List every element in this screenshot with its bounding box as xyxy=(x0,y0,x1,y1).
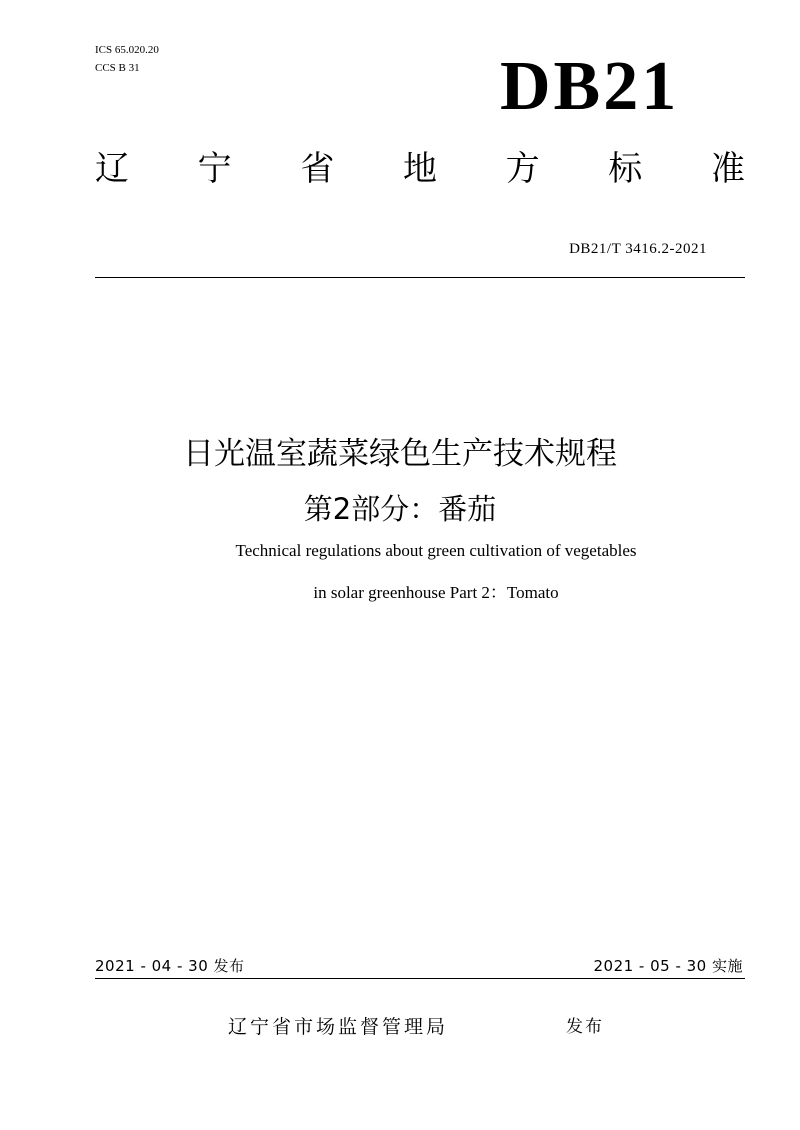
document-subtitle: 第2部分：番茄 xyxy=(303,492,497,526)
standard-type-char: 地 xyxy=(402,149,437,189)
footer-divider xyxy=(95,978,745,979)
publish-date: 2021 - 04 - 30 发布 xyxy=(95,957,245,975)
standard-type-heading xyxy=(95,148,745,190)
classification-codes xyxy=(95,41,159,77)
standard-logo: DB21 xyxy=(500,48,680,125)
implement-date: 2021 - 05 - 30 实施 xyxy=(593,957,743,975)
standard-type-char: 宁 xyxy=(197,149,232,189)
header-divider xyxy=(95,277,745,278)
ccs-code: CCS B 31 xyxy=(95,62,140,74)
standard-number: DB21/T 3416.2-2021 xyxy=(569,241,707,257)
issued-label: 发布 xyxy=(566,1017,604,1037)
standard-type-char: 标 xyxy=(608,149,643,189)
standard-type-char: 方 xyxy=(505,149,540,189)
standard-type-char: 辽 xyxy=(95,149,129,189)
english-title-line-2: in solar greenhouse Part 2：Tomato xyxy=(313,583,559,602)
ics-code: ICS 65.020.20 xyxy=(95,44,159,56)
standard-type-char: 省 xyxy=(300,149,335,189)
standard-type-char: 准 xyxy=(710,149,745,189)
english-title-line-1: Technical regulations about green cultivation of vegetables xyxy=(235,541,637,560)
document-title: 日光温室蔬菜绿色生产技术规程 xyxy=(183,436,617,472)
issuing-authority: 辽宁省市场监督管理局 xyxy=(228,1016,449,1038)
